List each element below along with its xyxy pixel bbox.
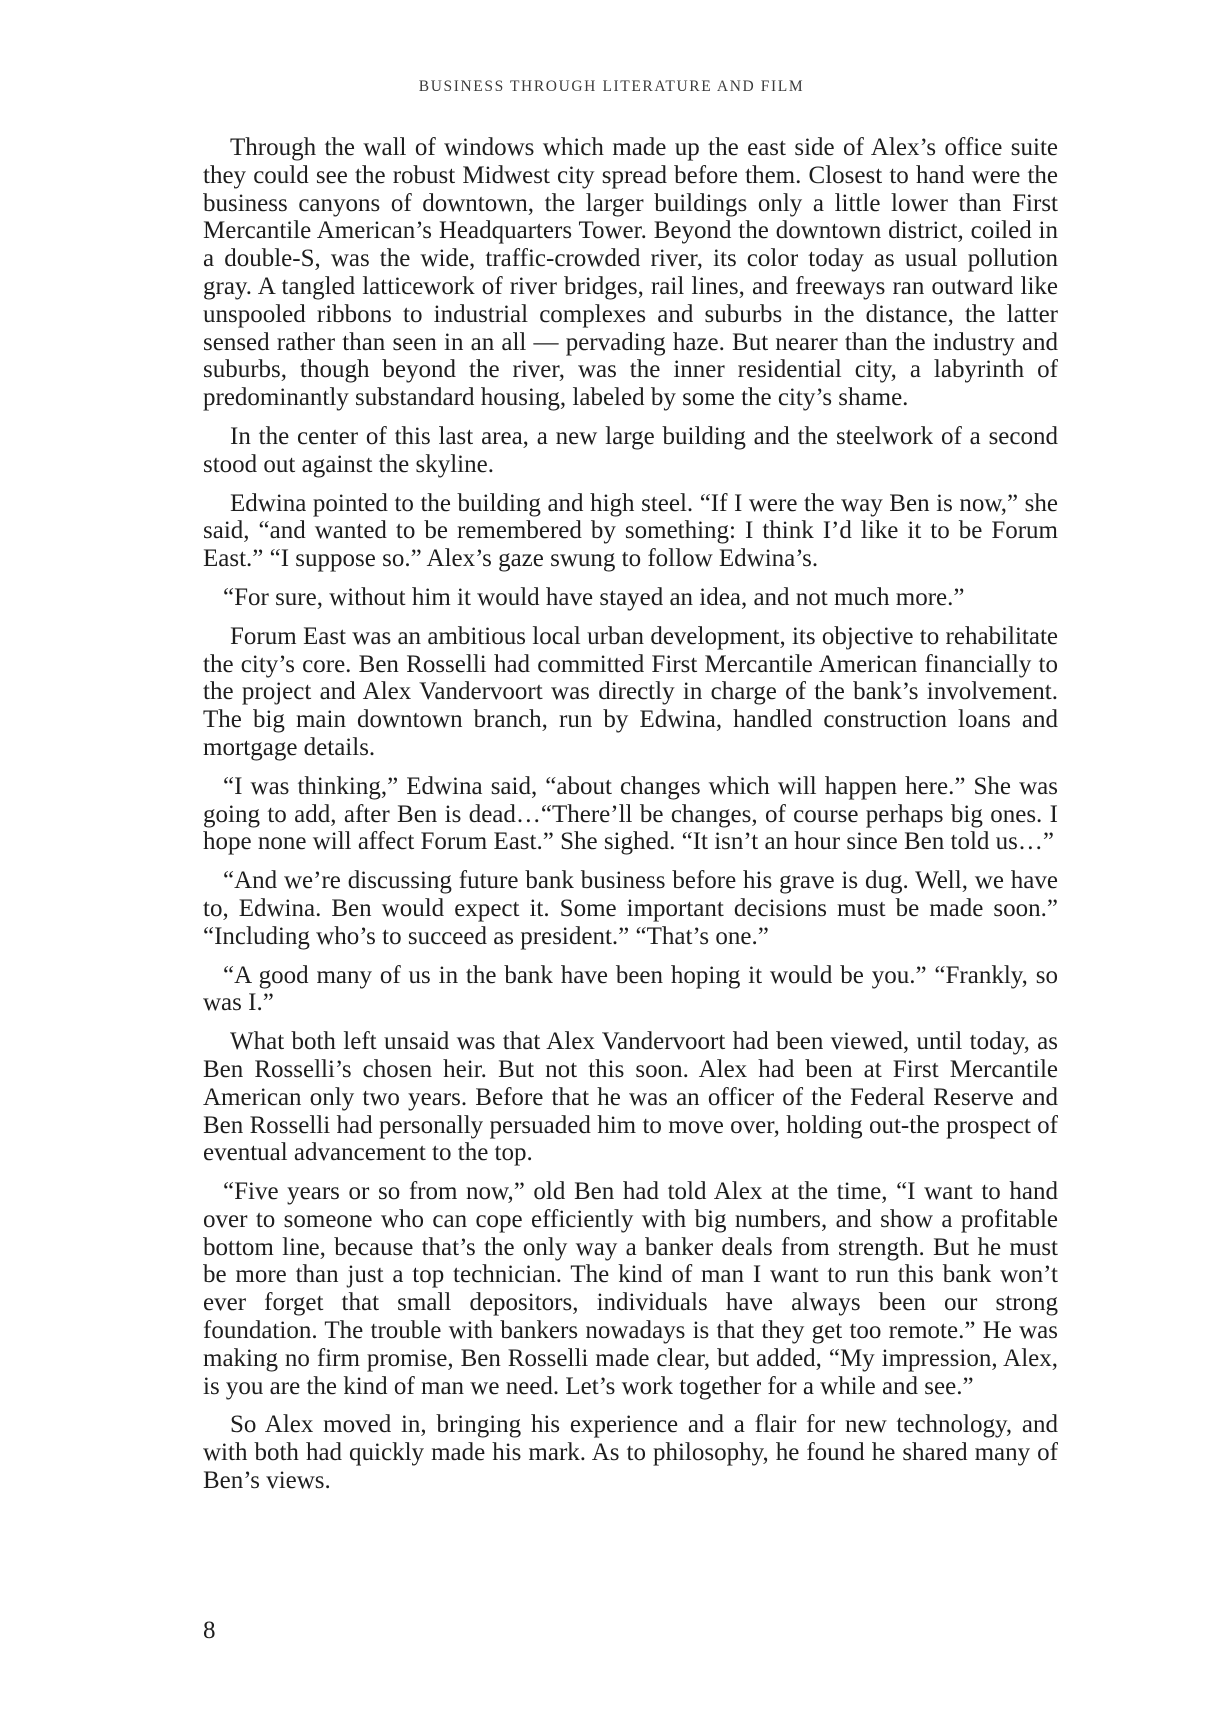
paragraph: Forum East was an ambitious local urban development, its objective to rehabilitate the city’s core. Ben Rosselli had committed First Mercantile American financially to the project and Alex Vandervoort was directly in charge of the bank’s involvement. The big main downtown branch, run by Edwina, handled construction loans and mortgage details.: [203, 622, 1058, 761]
page-number: 8: [203, 1617, 216, 1644]
paragraph: In the center of this last area, a new large building and the steelwork of a second stood out against the skyline.: [203, 422, 1058, 478]
paragraph: “And we’re discussing future bank business before his grave is dug. Well, we have to, Edwina. Ben would expect it. Some important decisions must be made soon.” “Including who’s to succeed as president.” “That’s one.”: [203, 867, 1058, 950]
paragraph: Through the wall of windows which made up the east side of Alex’s office suite they could see the robust Midwest city spread before them. Closest to hand were the business canyons of downtown, the larger buildings only a little lower than First Mercantile American’s Headquarters Tower. Beyond the downtown district, coiled in a double-S, was the wide, traffic-crowded river, its color today as usual pollution gray. A tangled latticework of river bridges, rail lines, and freeways ran outward like unspooled ribbons to industrial complexes and suburbs in the distance, the latter sensed rather than seen in an all — pervading haze. But nearer than the industry and suburbs, though beyond the river, was the inner residential city, a labyrinth of predominantly substandard housing, labeled by some the city’s shame.: [203, 134, 1058, 412]
paragraph: “For sure, without him it would have stayed an idea, and not much more.”: [223, 583, 965, 611]
paragraph: What both left unsaid was that Alex Vandervoort had been viewed, until today, as Ben Rosselli’s chosen heir. But not this soon. Alex had been at First Mercantile American only two years. Before that he was an officer of the Federal Reserve and Ben Rosselli had personally persuaded him to move over, holding out-the prospect of eventual advancement to the top.: [203, 1028, 1058, 1167]
paragraph: So Alex moved in, bringing his experience and a flair for new technology, and with both had quickly made his mark. As to philosophy, he found he shared many of Ben’s views.: [203, 1411, 1058, 1495]
paragraph: Edwina pointed to the building and high steel. “If I were the way Ben is now,” she said, “and wanted to be remembered by something: I think I’d like it to be Forum East.” “I suppose so.” Alex’s gaze swung to follow Edwina’s.: [203, 489, 1058, 573]
body-text: [203, 134, 1058, 1506]
paragraph: “Five years or so from now,” old Ben had told Alex at the time, “I want to hand over to someone who can cope efficiently with big numbers, and show a profitable bottom line, because that’s the only way a banker deals from strength. But he must be more than just a top technician. The kind of man I want to run this bank won’t ever forget that small depositors, individuals have always been our strong foundation. The trouble with bankers nowadays is that they get too remote.” He was making no firm promise, Ben Rosselli made clear, but added, “My impression, Alex, is you are the kind of man we need. Let’s work together for a while and see.”: [203, 1178, 1058, 1400]
paragraph: “I was thinking,” Edwina said, “about changes which will happen here.” She was going to add, after Ben is dead…“There’ll be changes, of course perhaps big ones. I hope none will affect Forum East.” She sighed. “It isn’t an hour since Ben told us…”: [203, 772, 1058, 856]
running-header: BUSINESS THROUGH LITERATURE AND FILM: [418, 78, 805, 95]
paragraph: “A good many of us in the bank have been hoping it would be you.” “Frankly, so was I.”: [203, 961, 1058, 1017]
